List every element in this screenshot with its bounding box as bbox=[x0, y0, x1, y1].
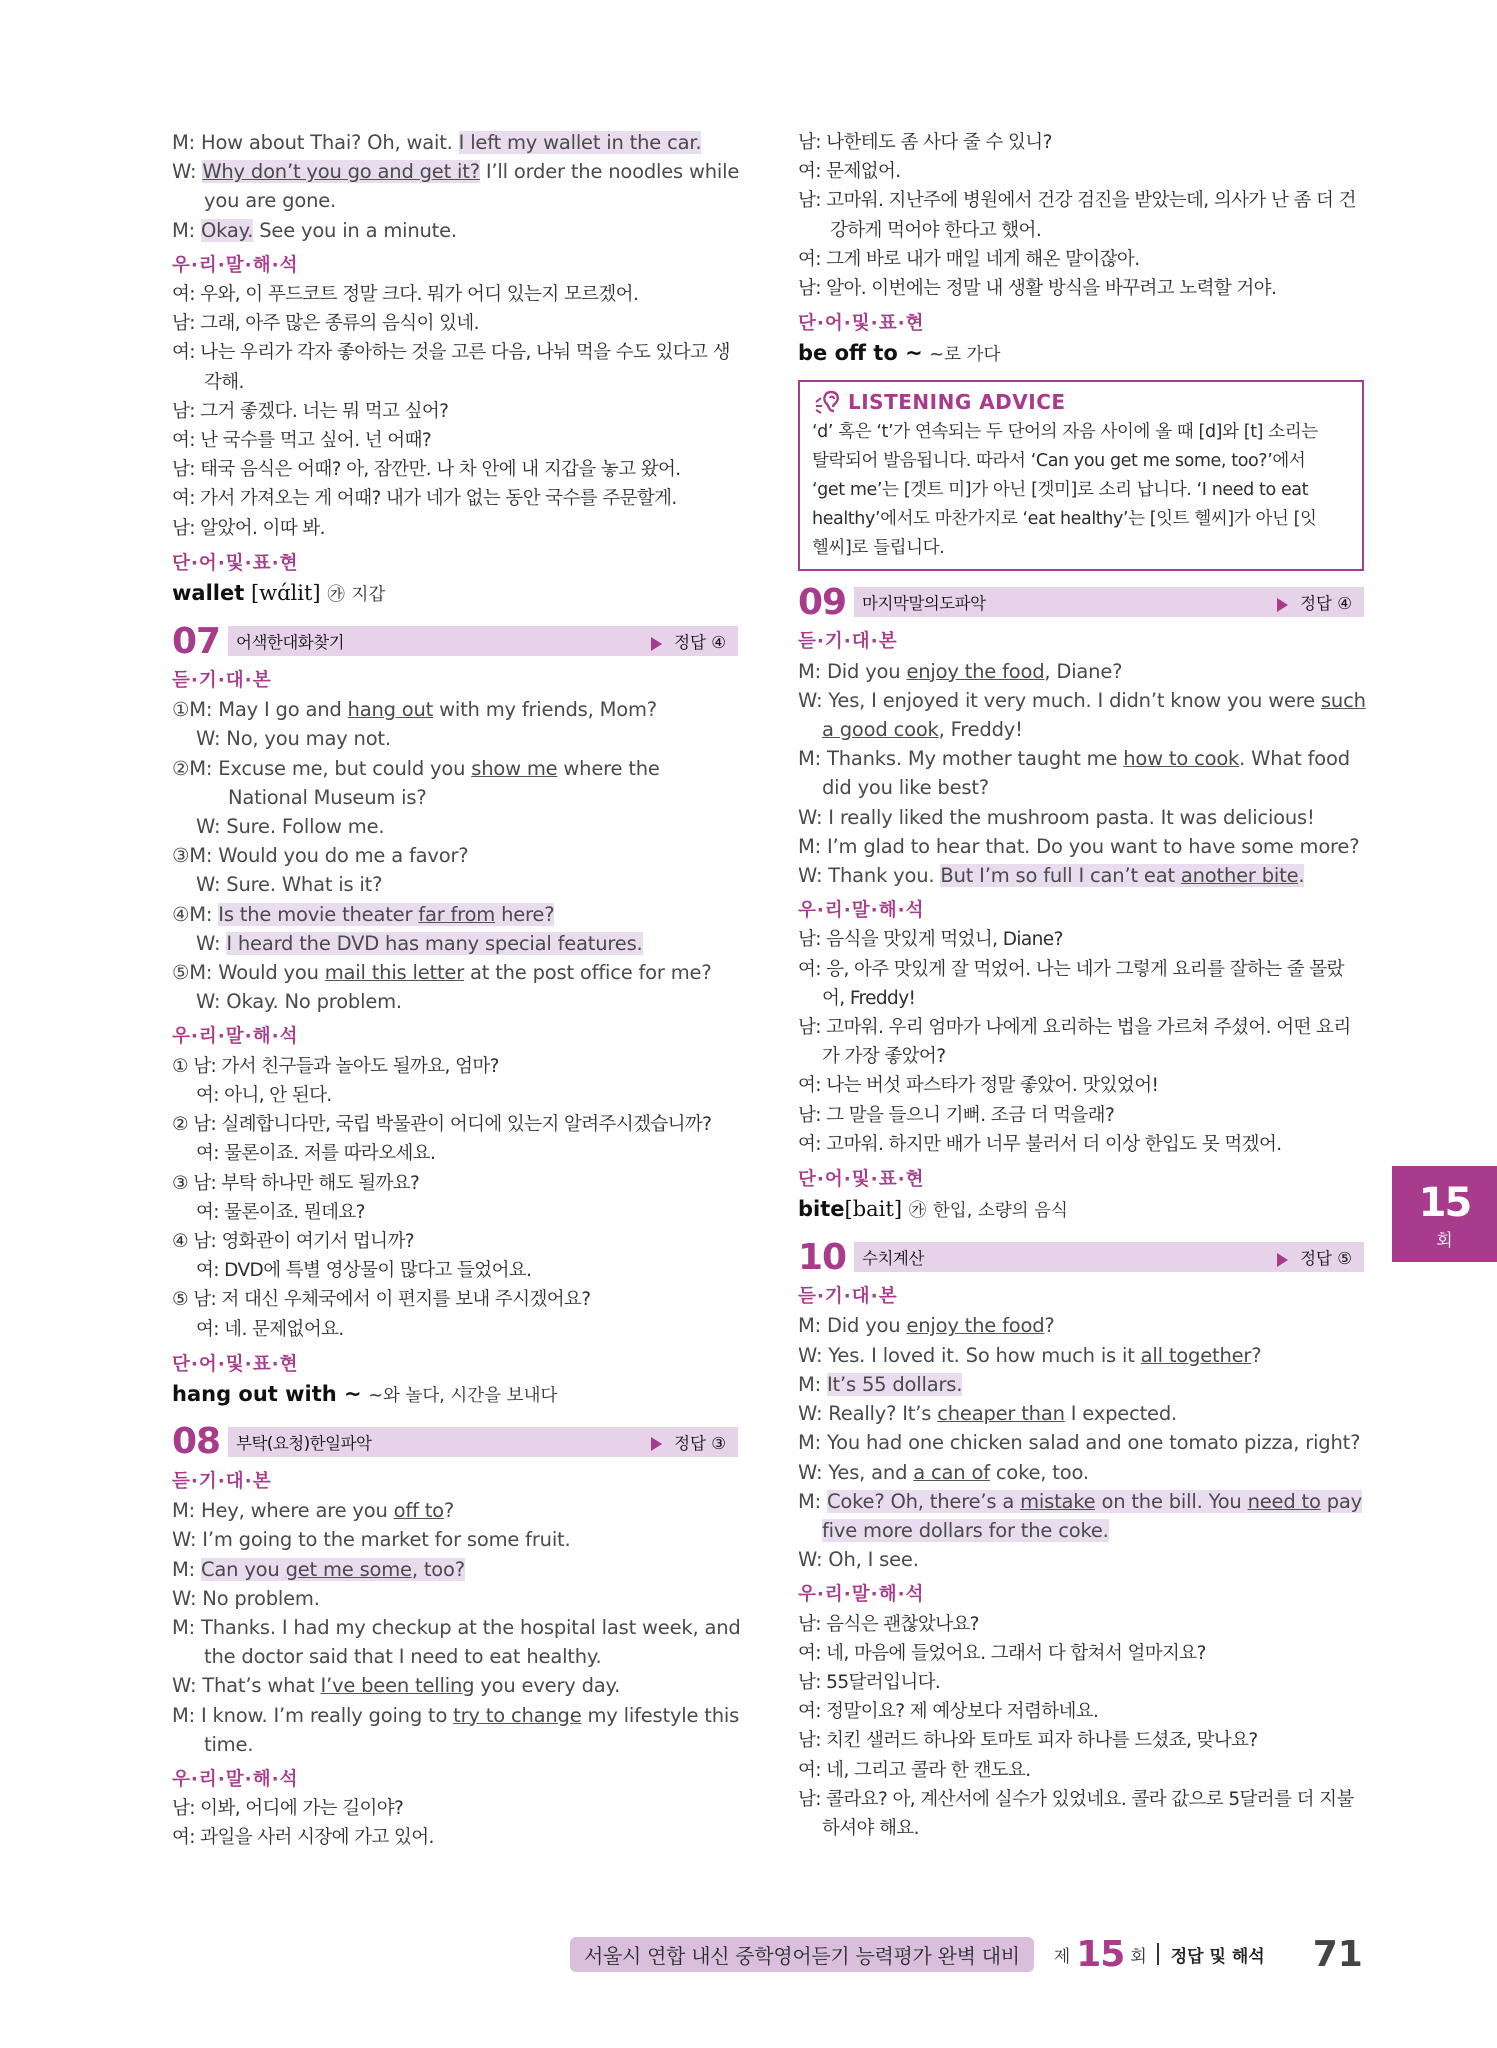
script-line: the doctor said that I need to eat healthy. bbox=[204, 1645, 602, 1669]
listening-advice-box bbox=[798, 380, 1364, 571]
script-line: ③M: Would you do me a favor? bbox=[172, 844, 469, 868]
translation-line: 각해. bbox=[204, 371, 244, 393]
translation-line: 가 가장 좋았어? bbox=[822, 1046, 946, 1068]
script-line: you are gone. bbox=[204, 189, 337, 213]
triangle-icon bbox=[1277, 1253, 1288, 1267]
script-line: W: Really? It’s cheaper than I expected. bbox=[798, 1402, 1178, 1426]
question-header-09 bbox=[798, 579, 1364, 625]
script-line: M: Thanks. My mother taught me how to cook. What food bbox=[798, 747, 1350, 771]
translation-line: 여: 네, 그리고 콜라 한 캔도요. bbox=[798, 1759, 1031, 1781]
question-bar bbox=[854, 1242, 1364, 1272]
script-line: M: You had one chicken salad and one tomato pizza, right? bbox=[798, 1431, 1361, 1455]
translation-line: 여: 네, 마음에 들었어요. 그래서 다 합쳐서 얼마지요? bbox=[798, 1642, 1206, 1664]
answer-label: 정답 ⑤ bbox=[1277, 1245, 1352, 1269]
vocab-label: 단·어·및·표·현 bbox=[798, 1169, 925, 1191]
script-line: M: Thanks. I had my checkup at the hospital last week, and bbox=[172, 1615, 741, 1639]
question-number: 08 bbox=[172, 1421, 221, 1463]
translation-line: ④ 남: 영화관이 여기서 멉니까? bbox=[172, 1230, 414, 1252]
answer-label: 정답 ④ bbox=[1277, 590, 1352, 614]
translation-line: 강하게 먹어야 한다고 했어. bbox=[830, 219, 1042, 241]
left-column bbox=[172, 128, 741, 1853]
triangle-icon bbox=[1277, 598, 1288, 612]
question-bar bbox=[854, 587, 1364, 617]
translation-line: 여: 과일을 사러 시장에 가고 있어. bbox=[172, 1827, 434, 1849]
script-line: M: Did you enjoy the food? bbox=[798, 1314, 1055, 1338]
script-line: W: I heard the DVD has many special features. bbox=[196, 931, 643, 955]
advice-title: LISTENING ADVICE bbox=[812, 386, 1350, 418]
script-line: W: Yes, I enjoyed it very much. I didn’t know you were such bbox=[798, 688, 1366, 712]
translation-label: 우·리·말·해·석 bbox=[798, 1584, 925, 1606]
script-line: M: Can you get me some, too? bbox=[172, 1557, 465, 1581]
vocab-label: 단·어·및·표·현 bbox=[172, 552, 299, 574]
question-type: 마지막말의도파악 bbox=[862, 594, 986, 614]
translation-line: 여: 고마워. 하지만 배가 너무 불러서 더 이상 한입도 못 먹겠어. bbox=[798, 1133, 1282, 1155]
triangle-icon bbox=[651, 637, 662, 651]
translation-label: 우·리·말·해·석 bbox=[172, 1768, 299, 1790]
chapter-tab-number: 15 bbox=[1418, 1180, 1471, 1226]
advice-text: ‘get me’는 [겟트 미]가 아닌 [겟미]로 소리 납니다. ‘I need to eat bbox=[812, 480, 1309, 501]
question-type: 수치계산 bbox=[862, 1249, 924, 1269]
script-line: M: Hey, where are you off to? bbox=[172, 1499, 455, 1523]
vocab-entry: wallet [wɑ́lit] ㉮ 지갑 bbox=[172, 581, 386, 606]
script-label: 듣·기·대·본 bbox=[798, 631, 898, 653]
translation-line: 남: 55달러입니다. bbox=[798, 1671, 941, 1693]
translation-line: 여: 나는 우리가 각자 좋아하는 것을 고른 다음, 나눠 먹을 수도 있다고 생 bbox=[172, 342, 730, 364]
translation-line: 남: 알았어. 이따 봐. bbox=[172, 517, 325, 539]
translation-line: 여: DVD에 특별 영상물이 많다고 들었어요. bbox=[196, 1260, 532, 1282]
translation-line: 남: 그거 좋겠다. 너는 뭐 먹고 싶어? bbox=[172, 400, 449, 422]
translation-line: 하셔야 해요. bbox=[822, 1817, 919, 1839]
script-line: W: That’s what I’ve been telling you every day. bbox=[172, 1674, 621, 1698]
vocab-entry: bite[bait] ㉮ 한입, 소량의 음식 bbox=[798, 1197, 1068, 1222]
question-header-07 bbox=[172, 618, 738, 664]
translation-line: 남: 고마워. 우리 엄마가 나에게 요리하는 법을 가르쳐 주셨어. 어떤 요리 bbox=[798, 1017, 1351, 1039]
script-line: National Museum is? bbox=[228, 785, 427, 809]
script-line: W: Yes. I loved it. So how much is it all together? bbox=[798, 1343, 1262, 1367]
translation-line: 남: 콜라요? 아, 계산서에 실수가 있었네요. 콜라 값으로 5달러를 더 지불 bbox=[798, 1788, 1354, 1810]
ear-icon bbox=[812, 389, 842, 415]
script-line: W: No, you may not. bbox=[196, 727, 391, 751]
translation-line: 남: 이봐, 어디에 가는 길이야? bbox=[172, 1798, 404, 1820]
translation-line: 여: 아니, 안 된다. bbox=[196, 1084, 332, 1106]
chapter-tab-label: 회 bbox=[1436, 1231, 1453, 1251]
translation-line: 여: 우와, 이 푸드코트 정말 크다. 뭐가 어디 있는지 모르겠어. bbox=[172, 284, 639, 306]
translation-line: 남: 알아. 이번에는 정말 내 생활 방식을 바꾸려고 노력할 거야. bbox=[798, 278, 1277, 300]
translation-line: 어, Freddy! bbox=[822, 987, 916, 1009]
script-label: 듣·기·대·본 bbox=[172, 670, 272, 692]
script-line: W: Sure. What is it? bbox=[196, 873, 383, 897]
translation-label: 우·리·말·해·석 bbox=[798, 900, 925, 922]
translation-label: 우·리·말·해·석 bbox=[172, 1026, 299, 1048]
translation-line: 여: 정말이요? 제 예상보다 저렴하네요. bbox=[798, 1701, 1099, 1723]
translation-line: 여: 문제없어. bbox=[798, 161, 901, 183]
divider bbox=[1157, 1943, 1159, 1965]
answer-label: 정답 ③ bbox=[651, 1430, 726, 1454]
script-line: W: I really liked the mushroom pasta. It was delicious! bbox=[798, 805, 1315, 829]
test-number: 15 bbox=[1076, 1933, 1125, 1975]
script-line: W: Oh, I see. bbox=[798, 1548, 919, 1572]
vocab-entry: be off to ~ ~로 가다 bbox=[798, 341, 1001, 366]
vocab-label: 단·어·및·표·현 bbox=[798, 313, 925, 335]
question-bar bbox=[228, 1427, 738, 1457]
script-line: M: I’m glad to hear that. Do you want to have some more? bbox=[798, 834, 1360, 858]
test-ordinal-suffix: 회 bbox=[1130, 1946, 1147, 1967]
triangle-icon bbox=[651, 1437, 662, 1451]
translation-line: 여: 그게 바로 내가 매일 네게 해온 말이잖아. bbox=[798, 248, 1140, 270]
advice-text: ‘d’ 혹은 ‘t’가 연속되는 두 단어의 자음 사이에 올 때 [d]와 [t] 소리는 bbox=[812, 422, 1318, 443]
script-line: a good cook, Freddy! bbox=[822, 718, 1023, 742]
translation-line: 남: 치킨 샐러드 하나와 토마토 피자 하나를 드셨죠, 맞나요? bbox=[798, 1730, 1258, 1752]
script-line: W: Why don’t you go and get it? I’ll order the noodles while bbox=[172, 160, 740, 184]
question-bar bbox=[228, 626, 738, 656]
script-label: 듣·기·대·본 bbox=[798, 1286, 898, 1308]
question-number: 10 bbox=[798, 1236, 847, 1278]
translation-line: 여: 네. 문제없어요. bbox=[196, 1318, 344, 1340]
test-ordinal-prefix: 제 bbox=[1053, 1946, 1071, 1967]
translation-line: 여: 나는 버섯 파스타가 정말 좋았어. 맛있었어! bbox=[798, 1075, 1159, 1097]
translation-line: 남: 그래, 아주 많은 종류의 음식이 있네. bbox=[172, 313, 479, 335]
script-line: W: Okay. No problem. bbox=[196, 990, 402, 1014]
script-line: ④M: Is the movie theater far from here? bbox=[172, 902, 555, 926]
translation-line: 여: 가서 가져오는 게 어때? 내가 네가 없는 동안 국수를 주문할게. bbox=[172, 488, 677, 510]
advice-text: healthy’에서도 마찬가지로 ‘eat healthy’는 [잇트 헬씨]가 아닌 [잇 bbox=[812, 509, 1317, 530]
script-line: time. bbox=[204, 1732, 254, 1756]
vocab-entry: hang out with ~ ~와 놀다, 시간을 보내다 bbox=[172, 1381, 558, 1406]
translation-line: 여: 물론이죠. 뭔데요? bbox=[196, 1201, 365, 1223]
script-line: ②M: Excuse me, but could you show me where the bbox=[172, 756, 660, 780]
translation-line: 여: 응, 아주 맛있게 잘 먹었어. 나는 네가 그렇게 요리를 잘하는 줄 몰랐 bbox=[798, 958, 1344, 980]
question-type: 어색한대화찾기 bbox=[236, 633, 345, 653]
script-line: did you like best? bbox=[822, 776, 989, 800]
translation-line: ③ 남: 부탁 하나만 해도 될까요? bbox=[172, 1172, 420, 1194]
translation-line: ⑤ 남: 저 대신 우체국에서 이 편지를 보내 주시겠어요? bbox=[172, 1289, 591, 1311]
question-header-08 bbox=[172, 1419, 738, 1465]
translation-line: 남: 고마워. 지난주에 병원에서 건강 검진을 받았는데, 의사가 난 좀 더 건 bbox=[798, 190, 1356, 212]
script-line: M: It’s 55 dollars. bbox=[798, 1372, 963, 1396]
script-line: M: How about Thai? Oh, wait. I left my wallet in the car. bbox=[172, 131, 702, 154]
script-line: W: I’m going to the market for some fruit. bbox=[172, 1528, 571, 1552]
script-label: 듣·기·대·본 bbox=[172, 1470, 272, 1492]
script-line: M: Coke? Oh, there’s a mistake on the bill. You need to pay bbox=[798, 1489, 1362, 1513]
advice-text: 탈락되어 발음됩니다. 따라서 ‘Can you get me some, too?’에서 bbox=[812, 451, 1306, 472]
chapter-tab[interactable] bbox=[1392, 1166, 1497, 1262]
right-column bbox=[798, 128, 1364, 1843]
book-title: 서울시 연합 내신 중학영어듣기 능력평가 완벽 대비 bbox=[570, 1937, 1034, 1972]
answer-label: 정답 ④ bbox=[651, 629, 726, 653]
translation-line: 남: 태국 음식은 어때? 아, 잠깐만. 나 차 안에 내 지갑을 놓고 왔어. bbox=[172, 459, 681, 481]
script-line: M: Okay. See you in a minute. bbox=[172, 218, 457, 242]
script-line: ①M: May I go and hang out with my friends, Mom? bbox=[172, 698, 657, 722]
question-type: 부탁(요청)한일파악 bbox=[236, 1433, 372, 1453]
translation-label: 우·리·말·해·석 bbox=[172, 254, 299, 276]
page-footer bbox=[570, 1932, 1363, 1976]
section-title: 정답 및 해석 bbox=[1170, 1946, 1265, 1967]
script-line: five more dollars for the coke. bbox=[822, 1518, 1109, 1542]
translation-line: 남: 그 말을 들으니 기뻐. 조금 더 먹을래? bbox=[798, 1104, 1115, 1126]
vocab-label: 단·어·및·표·현 bbox=[172, 1353, 299, 1375]
translation-line: 남: 음식을 맛있게 먹었니, Diane? bbox=[798, 929, 1063, 951]
question-number: 07 bbox=[172, 620, 221, 662]
script-line: W: Thank you. But I’m so full I can’t eat another bite. bbox=[798, 864, 1305, 888]
script-line: M: Did you enjoy the food, Diane? bbox=[798, 659, 1123, 683]
script-line: W: No problem. bbox=[172, 1586, 320, 1610]
advice-text: 헬씨]로 들립니다. bbox=[812, 538, 945, 559]
script-line: W: Sure. Follow me. bbox=[196, 815, 385, 839]
translation-line: ② 남: 실례합니다만, 국립 박물관이 어디에 있는지 알려주시겠습니까? bbox=[172, 1114, 712, 1136]
page-number: 71 bbox=[1312, 1933, 1363, 1975]
question-number: 09 bbox=[798, 581, 847, 623]
translation-line: 여: 난 국수를 먹고 싶어. 넌 어때? bbox=[172, 430, 432, 452]
question-header-10 bbox=[798, 1234, 1364, 1280]
script-line: M: I know. I’m really going to try to change my lifestyle this bbox=[172, 1703, 740, 1727]
translation-line: ① 남: 가서 친구들과 놀아도 될까요, 엄마? bbox=[172, 1055, 499, 1077]
script-line: ⑤M: Would you mail this letter at the post office for me? bbox=[172, 961, 712, 985]
translation-line: 남: 음식은 괜찮았나요? bbox=[798, 1613, 979, 1635]
script-line: W: Yes, and a can of coke, too. bbox=[798, 1460, 1089, 1484]
translation-line: 여: 물론이죠. 저를 따라오세요. bbox=[196, 1143, 436, 1165]
translation-line: 남: 나한테도 좀 사다 줄 수 있니? bbox=[798, 132, 1052, 153]
